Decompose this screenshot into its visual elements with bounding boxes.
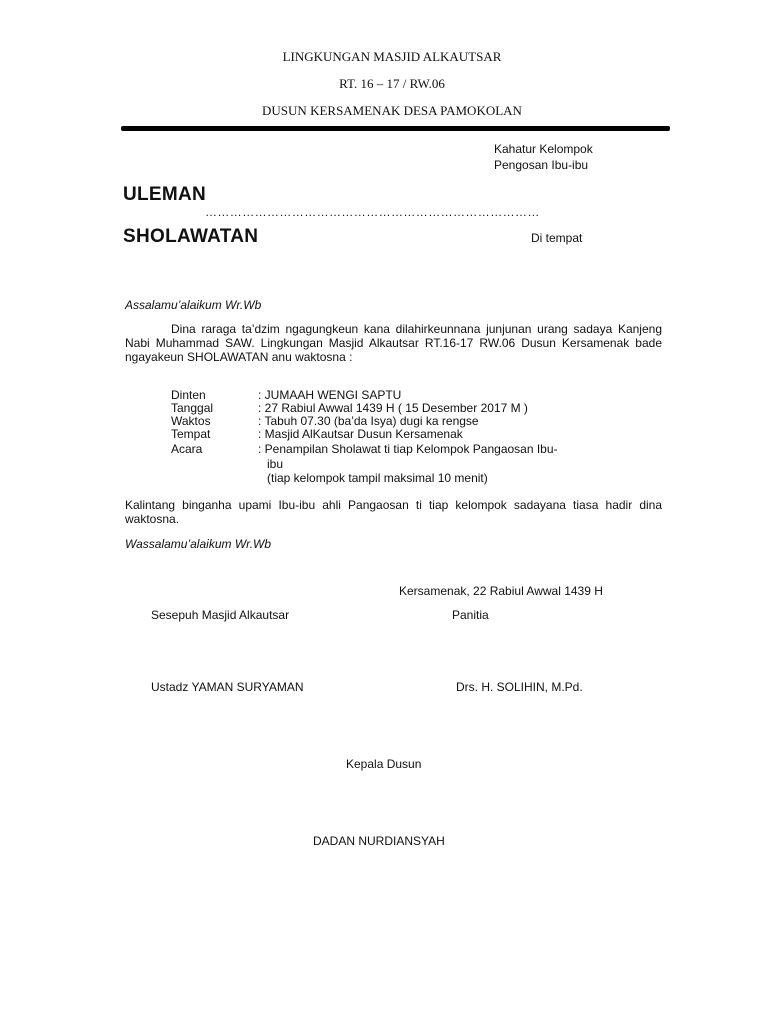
bottom-signatory-role: Kepala Dusun — [346, 757, 422, 771]
recipient-place: Di tempat — [531, 231, 583, 245]
place-date: Kersamenak, 22 Rabiul Awwal 1439 H — [399, 584, 603, 598]
detail-label: Acara — [171, 442, 203, 456]
detail-label: Waktos — [171, 414, 211, 428]
letterhead-line-1: LINGKUNGAN MASJID ALKAUTSAR — [282, 49, 502, 64]
right-signatory-role: Panitia — [452, 608, 489, 622]
title-dots: ……………………………………………………………………… — [205, 205, 540, 219]
recipient-line-1: Kahatur Kelompok — [494, 142, 593, 156]
acara-continuation: ibu — [267, 457, 284, 471]
detail-label: Tanggal — [171, 401, 214, 415]
letterhead-line-3: DUSUN KERSAMENAK DESA PAMOKOLAN — [262, 103, 522, 118]
recipient-line-2: Pengosan Ibu-ibu — [494, 158, 589, 172]
detail-value: : Masjid AlKautsar Dusun Kersamenak — [258, 427, 463, 441]
detail-value: : Tabuh 07.30 (ba’da Isya) dugi ka rengse — [258, 414, 479, 428]
letterhead-line-2: RT. 16 – 17 / RW.06 — [339, 76, 445, 91]
greeting: Assalamu’alaikum Wr.Wb — [125, 298, 262, 312]
detail-value: : Penampilan Sholawat ti tiap Kelompok Pangaosan Ibu- — [258, 442, 558, 456]
farewell: Wassalamu’alaikum Wr.Wb — [125, 537, 272, 551]
title-sholawatan: SHOLAWATAN — [123, 226, 259, 247]
left-signatory-name: Ustadz YAMAN SURYAMAN — [151, 680, 304, 694]
intro-paragraph: Dina raraga ta’dzim ngagungkeun kana dilahirkeunnana junjunan urang sadaya Kanjeng Nabi Muhammad SAW. Lingkungan Masjid Alkautsar RT.16-17 RW.06 Dusun Kersamenak bade ngayakeun SHOLAWATAN anu waktosna : — [125, 322, 662, 364]
closing-paragraph: Kalintang binganha upami Ibu-ibu ahli Pangaosan ti tiap kelompok sadayana tiasa hadir dina waktosna. — [125, 498, 662, 526]
title-uleman: ULEMAN — [123, 184, 207, 205]
right-signatory-name: Drs. H. SOLIHIN, M.Pd. — [456, 680, 583, 694]
letterhead-divider — [121, 126, 670, 131]
detail-value: : JUMAAH WENGI SAPTU — [258, 388, 402, 402]
detail-value: : 27 Rabiul Awwal 1439 H ( 15 Desember 2017 M ) — [258, 401, 528, 415]
detail-label: Tempat — [171, 427, 211, 441]
left-signatory-role: Sesepuh Masjid Alkautsar — [151, 608, 290, 622]
acara-note: (tiap kelompok tampil maksimal 10 menit) — [267, 471, 488, 485]
bottom-signatory-name: DADAN NURDIANSYAH — [313, 834, 445, 848]
detail-label: Dinten — [171, 388, 206, 402]
